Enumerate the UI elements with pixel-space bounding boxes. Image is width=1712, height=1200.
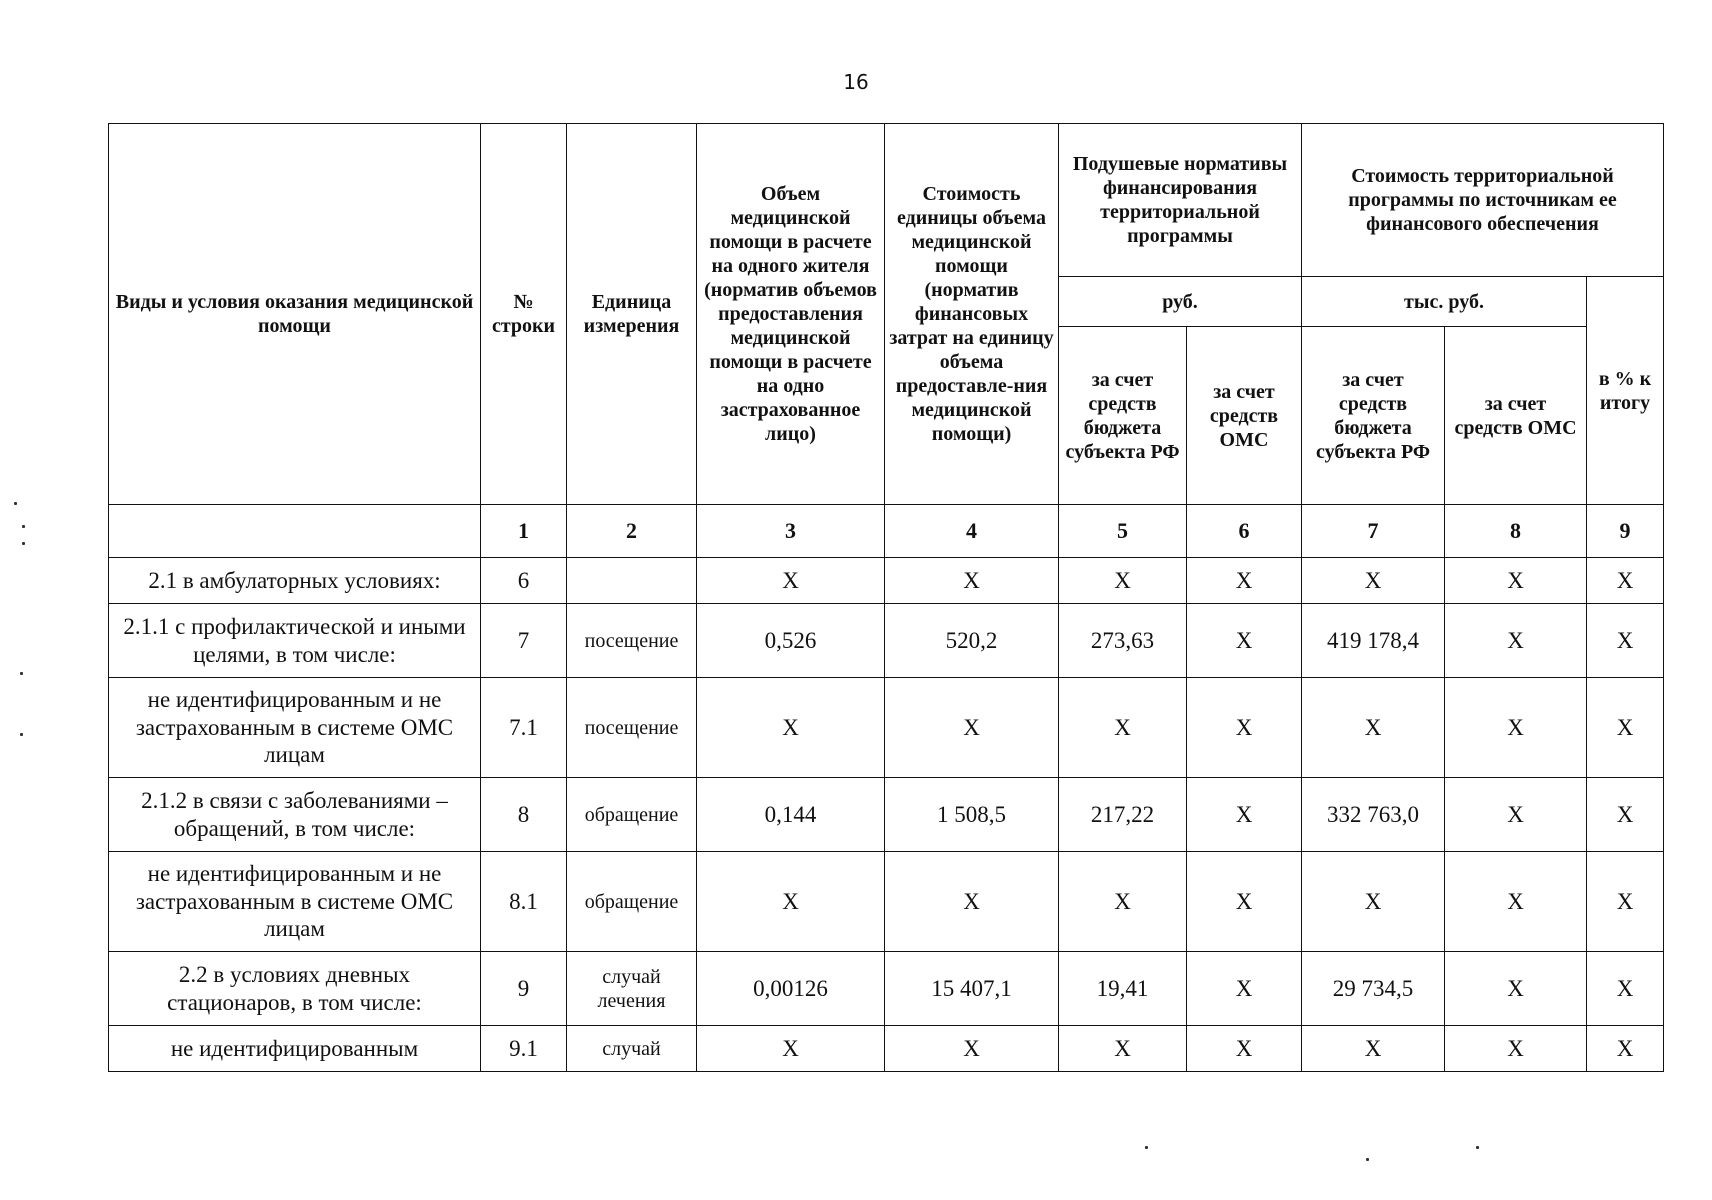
scan-speck — [14, 502, 17, 505]
column-number: 1 — [481, 505, 567, 558]
column-number: 4 — [885, 505, 1059, 558]
row-budget-rub: X — [1059, 852, 1187, 952]
column-number: 8 — [1445, 505, 1587, 558]
column-number: 5 — [1059, 505, 1187, 558]
scan-speck — [20, 672, 23, 675]
row-number: 7.1 — [481, 678, 567, 778]
row-oms-total: X — [1445, 604, 1587, 678]
row-type: не идентифицированным и не застрахованным в системе ОМС лицам — [109, 678, 481, 778]
row-percent: X — [1587, 952, 1664, 1026]
row-unit: случай — [567, 1026, 697, 1072]
row-number: 7 — [481, 604, 567, 678]
row-number: 9.1 — [481, 1026, 567, 1072]
row-unit: случай лечения — [567, 952, 697, 1026]
row-oms-rub: X — [1187, 604, 1302, 678]
row-volume: X — [697, 558, 885, 604]
scan-speck — [1366, 1158, 1369, 1161]
column-number: 9 — [1587, 505, 1664, 558]
row-volume: 0,00126 — [697, 952, 885, 1026]
header-budget-rub: за счет средств бюджета субъекта РФ — [1059, 327, 1187, 505]
row-number: 9 — [481, 952, 567, 1026]
row-type: 2.1.2 в связи с заболеваниями – обращений, в том числе: — [109, 778, 481, 852]
column-number: 2 — [567, 505, 697, 558]
row-oms-total: X — [1445, 1026, 1587, 1072]
row-number: 6 — [481, 558, 567, 604]
row-volume: 0,526 — [697, 604, 885, 678]
row-percent: X — [1587, 604, 1664, 678]
row-budget-rub: 19,41 — [1059, 952, 1187, 1026]
row-oms-rub: X — [1187, 558, 1302, 604]
row-budget-total: X — [1302, 852, 1445, 952]
row-budget-rub: X — [1059, 558, 1187, 604]
row-cost: X — [885, 1026, 1059, 1072]
row-type: не идентифицированным — [109, 1026, 481, 1072]
scan-speck — [22, 542, 25, 545]
table-row — [109, 678, 1664, 778]
row-unit: обращение — [567, 852, 697, 952]
table-row — [109, 1026, 1664, 1072]
row-type: 2.1 в амбулаторных условиях: — [109, 558, 481, 604]
header-percent: в % к итогу — [1587, 277, 1664, 505]
row-volume: 0,144 — [697, 778, 885, 852]
row-budget-rub: 217,22 — [1059, 778, 1187, 852]
row-volume: X — [697, 852, 885, 952]
row-budget-total: X — [1302, 678, 1445, 778]
row-oms-total: X — [1445, 558, 1587, 604]
row-oms-rub: X — [1187, 852, 1302, 952]
column-number: 6 — [1187, 505, 1302, 558]
scan-speck — [20, 733, 23, 736]
table-row — [109, 778, 1664, 852]
column-numbers-row — [109, 505, 1664, 558]
row-unit — [567, 558, 697, 604]
header-type: Виды и условия оказания медицинской помощи — [109, 124, 481, 505]
row-cost: 1 508,5 — [885, 778, 1059, 852]
row-oms-rub: X — [1187, 678, 1302, 778]
row-budget-total: X — [1302, 1026, 1445, 1072]
row-volume: X — [697, 1026, 885, 1072]
row-percent: X — [1587, 558, 1664, 604]
row-cost: 15 407,1 — [885, 952, 1059, 1026]
column-number — [109, 505, 481, 558]
header-budget-total: за счет средств бюджета субъекта РФ — [1302, 327, 1445, 505]
row-number: 8 — [481, 778, 567, 852]
row-budget-rub: X — [1059, 678, 1187, 778]
header-unit-thousand-rub: тыс. руб. — [1302, 277, 1587, 327]
row-type: 2.2 в условиях дневных стационаров, в том числе: — [109, 952, 481, 1026]
row-percent: X — [1587, 852, 1664, 952]
row-type: не идентифицированным и не застрахованным в системе ОМС лицам — [109, 852, 481, 952]
table-row — [109, 952, 1664, 1026]
header-unit-rub: руб. — [1059, 277, 1302, 327]
scan-speck — [1476, 1146, 1479, 1149]
row-oms-rub: X — [1187, 778, 1302, 852]
row-budget-total: 29 734,5 — [1302, 952, 1445, 1026]
row-unit: обращение — [567, 778, 697, 852]
scan-speck — [1145, 1146, 1148, 1149]
row-volume: X — [697, 678, 885, 778]
table-row — [109, 852, 1664, 952]
row-oms-total: X — [1445, 952, 1587, 1026]
header-cost-total: Стоимость территориальной программы по источникам ее финансового обеспечения — [1302, 124, 1664, 277]
column-number: 3 — [697, 505, 885, 558]
row-budget-total: 332 763,0 — [1302, 778, 1445, 852]
row-unit: посещение — [567, 678, 697, 778]
row-oms-total: X — [1445, 778, 1587, 852]
header-volume: Объем медицинской помощи в расчете на одного жителя (норматив объемов предоставления медицинской помощи в расчете на одно застрахованное лицо) — [697, 124, 885, 505]
row-budget-rub: X — [1059, 1026, 1187, 1072]
row-cost: X — [885, 558, 1059, 604]
scan-speck — [22, 525, 25, 528]
row-oms-total: X — [1445, 678, 1587, 778]
row-cost: 520,2 — [885, 604, 1059, 678]
row-budget-rub: 273,63 — [1059, 604, 1187, 678]
financing-table — [108, 123, 1664, 1072]
row-percent: X — [1587, 1026, 1664, 1072]
header-row-no: № строки — [481, 124, 567, 505]
row-percent: X — [1587, 778, 1664, 852]
row-oms-rub: X — [1187, 1026, 1302, 1072]
header-oms-rub: за счет средств ОМС — [1187, 327, 1302, 505]
row-oms-rub: X — [1187, 952, 1302, 1026]
row-oms-total: X — [1445, 852, 1587, 952]
table-row — [109, 604, 1664, 678]
row-cost: X — [885, 852, 1059, 952]
row-budget-total: X — [1302, 558, 1445, 604]
row-budget-total: 419 178,4 — [1302, 604, 1445, 678]
row-cost: X — [885, 678, 1059, 778]
column-number: 7 — [1302, 505, 1445, 558]
header-cost: Стоимость единицы объема медицинской помощи (норматив финансовых затрат на единицу объема предоставле-ния медицинской помощи) — [885, 124, 1059, 505]
row-percent: X — [1587, 678, 1664, 778]
row-number: 8.1 — [481, 852, 567, 952]
header-oms-total: за счет средств ОМС — [1445, 327, 1587, 505]
row-unit: посещение — [567, 604, 697, 678]
page-number: 16 — [843, 70, 869, 94]
header-unit: Единица измерения — [567, 124, 697, 505]
row-type: 2.1.1 с профилактической и иными целями, в том числе: — [109, 604, 481, 678]
table-row — [109, 558, 1664, 604]
header-per-capita: Подушевые нормативы финансирования территориальной программы — [1059, 124, 1302, 277]
